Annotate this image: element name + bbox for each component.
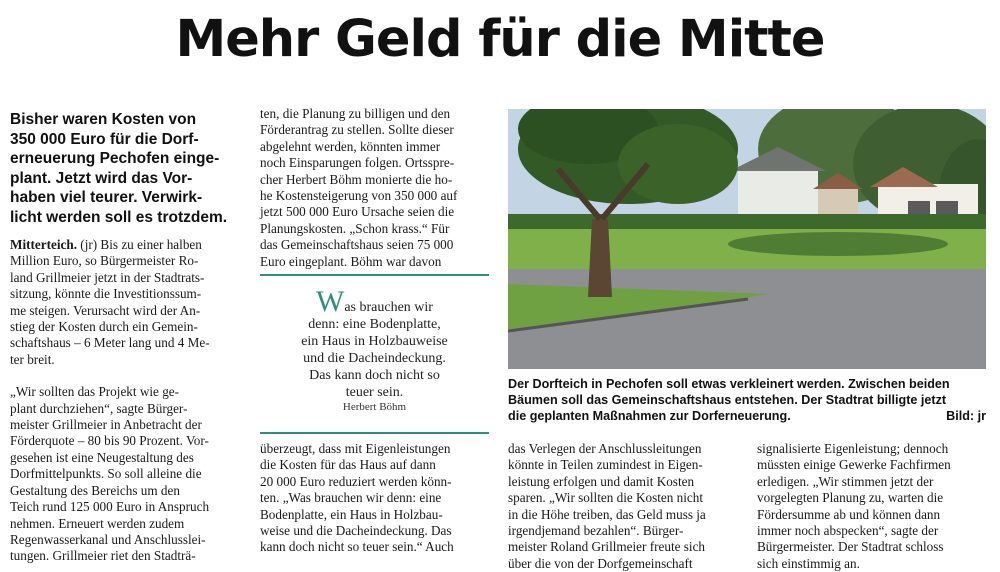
body-line: ten, die Planung zu billigen und den (260, 106, 451, 121)
body-line: das Verlegen der Anschlussleitungen (508, 441, 702, 456)
body-line: cher Herbert Böhm monierte die ho- (260, 171, 453, 187)
quote-line: as brauchen wir (344, 300, 433, 315)
body-column-3 (508, 441, 740, 572)
body-line: irgendjemand bezahlen“. Bürger- (508, 523, 684, 539)
body-line: sitzung, könnte die Investitionssum- (10, 286, 202, 302)
body-line: jetzt 500 000 Euro Ursache seien die (260, 204, 455, 220)
body-line: sich einstimmig an. (757, 555, 860, 571)
body-line: Bodenplatte, ein Haus in Holzbau- (260, 506, 443, 522)
quote-author: Herbert Böhm (342, 401, 407, 413)
body-line: meister Roland Grillmeier freute sich (508, 539, 706, 555)
body-line: Euro eingeplant. Böhm war davon (260, 253, 442, 269)
body-line: gesehen ist eine Neugestaltung des (10, 449, 194, 465)
body-line: abgelehnt werden, könnten immer (260, 138, 441, 154)
lead-line: erneuerung Pechofen einge- (10, 150, 220, 167)
body-line: sparen. „Wir sollten die Kosten nicht (508, 490, 704, 506)
body-line: Förderantrag zu stellen. Sollte dieser (260, 122, 454, 138)
body-line: stieg der Kosten durch ein Gemein- (10, 319, 198, 335)
body-line: vorgelegten Planung zu, warten die (757, 490, 944, 506)
village-pond-photo (508, 109, 986, 369)
caption-line: Der Dorfteich in Pechofen soll etwas verkleinert werden. Zwischen beiden (508, 377, 950, 391)
quote-line: teuer sein. (345, 385, 404, 400)
body-line: nehmen. Erneuert werden zudem (10, 515, 185, 531)
body-line: Regenwasserkanal und Anschlusslei- (10, 531, 206, 547)
quote-line: Das kann doch nicht so (309, 368, 440, 383)
quote-line: und die Dacheindeckung. (303, 351, 446, 366)
body-line: die Kosten für das Haus auf dann (260, 457, 436, 473)
body-line: Million Euro, so Bürgermeister Ro- (10, 253, 199, 269)
body-line: immer noch abspecken“, sagte der (757, 523, 939, 539)
body-column-1 (10, 237, 242, 565)
body-column-2-top (260, 106, 489, 270)
body-line: noch Einsparungen folgen. Ortsspre- (260, 155, 455, 171)
body-line: „Wir sollten das Projekt wie ge- (10, 384, 180, 400)
body-line: Fördersumme ab und können dann (757, 506, 941, 522)
article-photo (508, 109, 986, 369)
body-line: Bürgermeister. Der Stadtrat schloss (757, 539, 944, 555)
body-line: leistung erfolgen und damit Kosten (508, 473, 695, 489)
lead-line: Bisher waren Kosten von (10, 111, 197, 128)
caption-line: Bäumen soll das Gemeinschaftshaus entstehen. Der Stadtrat billigte jetzt (508, 393, 947, 407)
lead-line: 350 000 Euro für die Dorf- (10, 130, 199, 148)
body-line: in die Höhe treiben, das Geld muss ja (508, 506, 706, 522)
body-line: Planungskosten. „Schon krass.“ Für (260, 220, 450, 236)
headline: Mehr Geld für die Mitte (175, 10, 825, 69)
lead-line: plant. Jetzt wird das Vor- (10, 169, 193, 187)
body-line: schaftshaus – 6 Meter lang und 4 Me- (10, 335, 210, 351)
body-line: tungen. Grillmeier riet den Stadträ- (10, 548, 196, 564)
body-line: plant durchziehen“, sagte Bürger- (10, 400, 188, 416)
photo-caption (508, 376, 986, 424)
lead-line: licht werden soll es trotzdem. (10, 208, 228, 226)
pull-quote (270, 285, 479, 401)
body-line: 20 000 Euro reduziert werden könn- (260, 473, 452, 489)
body-line: Dorfmittelpunkts. So soll alleine die (10, 466, 202, 482)
quote-line: denn: eine Bodenplatte, (308, 317, 441, 332)
body-line: über die von der Dorfgemeinschaft (508, 555, 693, 571)
dateline: Mitterteich. (10, 237, 77, 252)
body-line: meister Grillmeier in Anbetracht der (10, 417, 202, 433)
body-line: ten. „Was brauchen wir denn: eine (260, 490, 442, 506)
body-line: Förderquote – 80 bis 90 Prozent. Vor- (10, 433, 209, 449)
caption-line: die geplanten Maßnahmen zur Dorferneuerung. (508, 409, 791, 423)
body-line: überzeugt, dass mit Eigenleistungen (260, 441, 451, 456)
body-line: müssten einige Gewerke Fachfirmen (757, 457, 951, 473)
quote-dropcap: W (316, 285, 345, 318)
article-lead (10, 110, 242, 227)
body-line: das Gemeinschaftshaus seien 75 000 (260, 237, 454, 253)
body-line: (jr) Bis zu einer halben (80, 237, 202, 252)
body-column-2-bottom (260, 441, 489, 556)
body-line: Teich rund 125 000 Euro in Anspruch (10, 499, 210, 515)
body-line: he Kostensteigerung von 350 000 auf (260, 188, 458, 204)
quote-rule-bottom (260, 432, 489, 434)
body-line: me steigen. Verursacht wird der An- (10, 302, 201, 318)
body-line: Gestaltung des Bereichs um den (10, 482, 180, 498)
quote-rule-top (260, 274, 489, 276)
body-line: land Grillmeier jetzt in der Stadtrats- (10, 269, 205, 285)
body-line: signalisierte Eigenleistung; dennoch (757, 441, 949, 456)
paragraph-gap (10, 368, 242, 384)
lead-line: haben viel teurer. Verwirk- (10, 189, 203, 206)
body-line: weise und die Dacheindeckung. Das (260, 523, 452, 539)
body-line: kann doch nicht so teuer sein.“ Auch (260, 539, 454, 555)
body-column-4 (757, 441, 988, 572)
body-line: könnte in Teilen zumindest in Eigen- (508, 457, 703, 473)
photo-credit: Bild: jr (946, 409, 986, 423)
quote-line: ein Haus in Holzbauweise (301, 334, 448, 349)
body-line: erledigen. „Wir stimmen jetzt der (757, 473, 934, 489)
body-line: ter breit. (10, 351, 55, 367)
